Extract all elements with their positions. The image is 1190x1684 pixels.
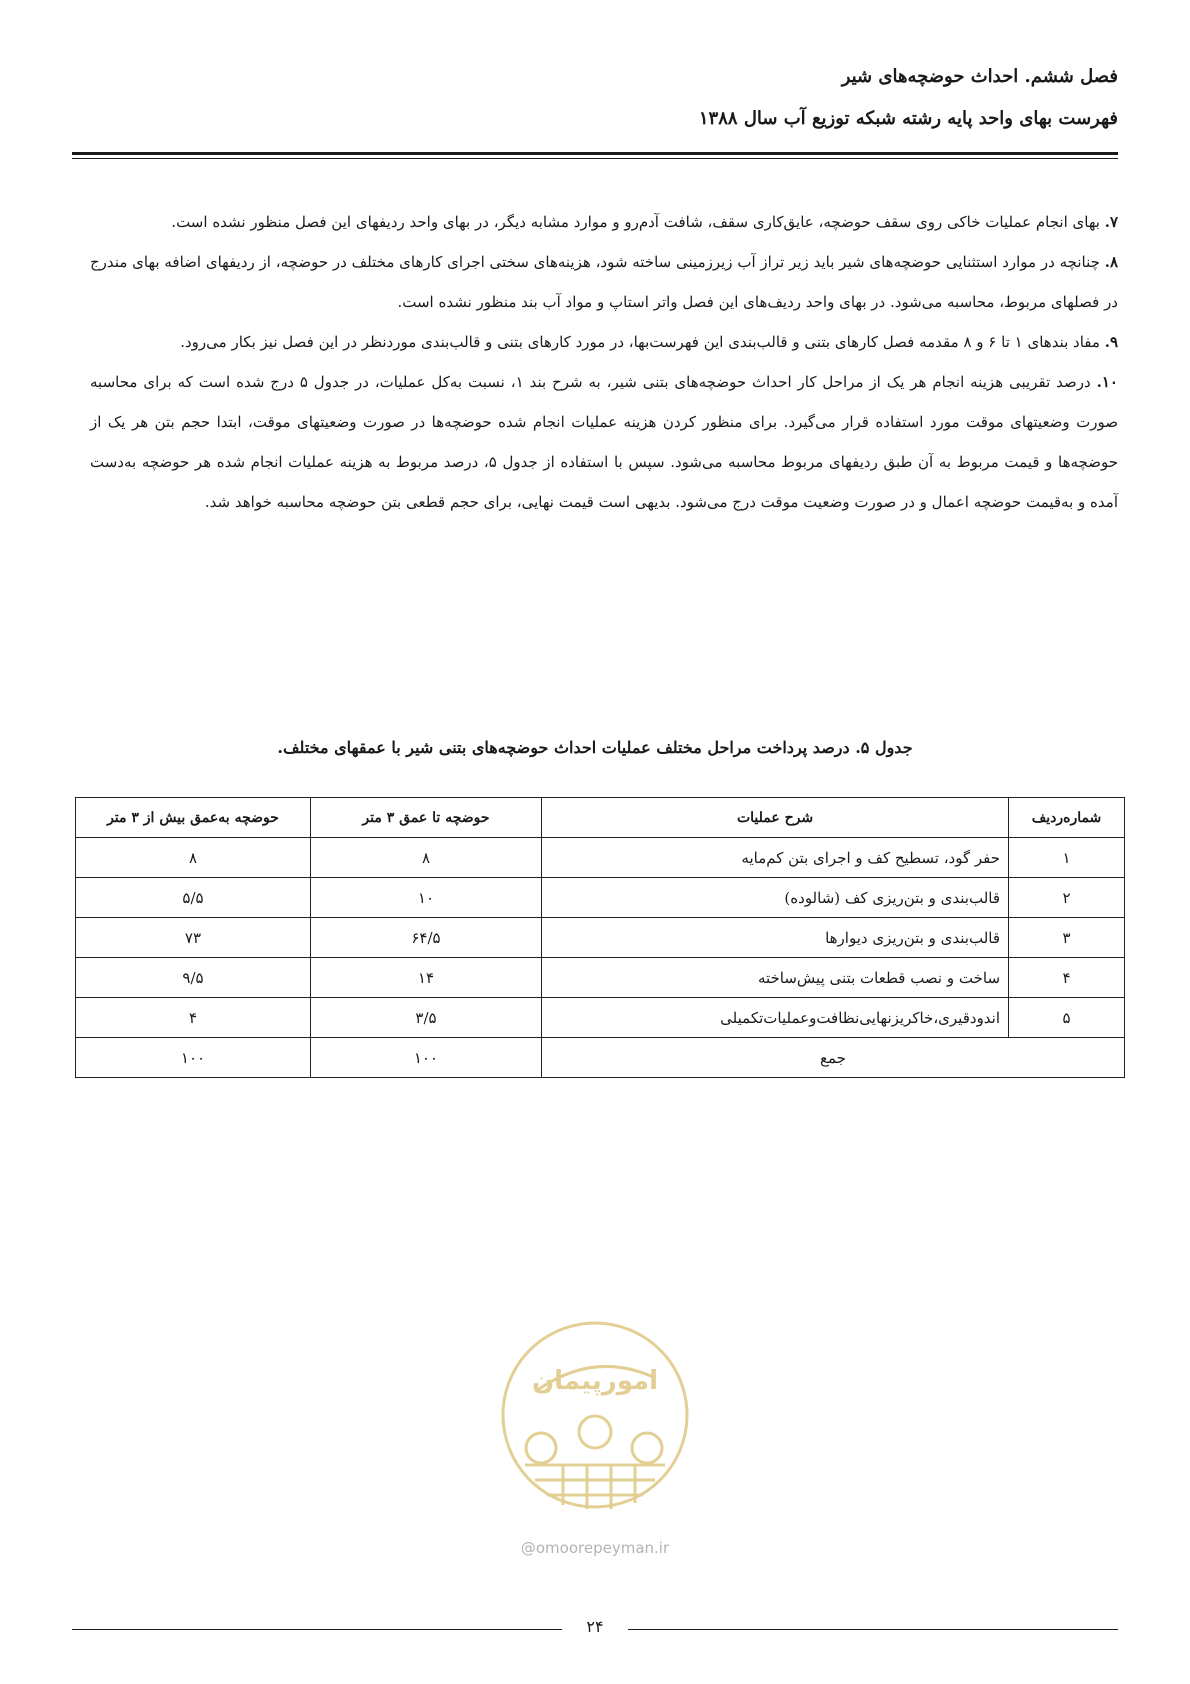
- table-row: [76, 838, 1125, 878]
- footer-rule-left: [72, 1629, 562, 1630]
- page-number: ۲۴: [586, 1617, 604, 1636]
- paragraph-number: ۹.: [1104, 333, 1118, 351]
- total-label-cell: جمع: [542, 1038, 1125, 1078]
- description-cell: ساخت و نصب قطعات بتنی پیش‌ساخته: [542, 958, 1009, 998]
- total-depth-upto-3m-cell: ۱۰۰: [310, 1038, 541, 1078]
- description-cell: حفر گود، تسطیح کف و اجرای بتن کم‌مایه: [542, 838, 1009, 878]
- footer-rule-right: [628, 1629, 1118, 1630]
- row-number-cell: ۵: [1009, 998, 1125, 1038]
- depth-upto-3m-cell: ۸: [310, 838, 541, 878]
- paragraph-text: چنانچه در موارد استثنایی حوضچه‌های شیر باید زیر تراز آب زیرزمینی ساخته شود، هزینه‌های سختی اجرای کارهای مختلف در حوضچه، از ردیفهای اضافه بهای مندرج در فصلهای مربوط، محاسبه می‌شود. در بهای واحد ردیف‌های این فصل واتر استاپ و مواد آب بند منظور نشده است.: [90, 253, 1118, 311]
- depth-upto-3m-cell: ۱۰: [310, 878, 541, 918]
- description-cell: اندودقیری،خاکریزنهایی‌نظافت‌وعملیات‌تکمیلی: [542, 998, 1009, 1038]
- header-rule-thick: [72, 152, 1118, 155]
- header-depth-upto-3m: حوضچه تا عمق ۳ متر: [310, 798, 541, 838]
- header-depth-over-3m: حوضچه به‌عمق بیش از ۳ متر: [76, 798, 311, 838]
- paragraph-9: [90, 322, 1118, 362]
- omoorepeyman-logo-icon: [495, 1315, 695, 1575]
- paragraph-7: [90, 202, 1118, 242]
- document-subtitle: فهرست بهای واحد پایه رشته شبکه توزیع آب سال ۱۳۸۸: [698, 108, 1118, 129]
- paragraph-number: ۷.: [1104, 213, 1118, 231]
- header-description: شرح عملیات: [542, 798, 1009, 838]
- paragraph-10: [90, 362, 1118, 522]
- row-number-cell: ۴: [1009, 958, 1125, 998]
- paragraph-text: بهای انجام عملیات خاکی روی سقف حوضچه، عایق‌کاری سقف، شافت آدم‌رو و موارد مشابه دیگر، در بهای واحد ردیفهای این فصل منظور نشده است.: [171, 213, 1100, 231]
- depth-over-3m-cell: ۸: [76, 838, 311, 878]
- page-header: [72, 56, 1118, 140]
- depth-upto-3m-cell: ۳/۵: [310, 998, 541, 1038]
- depth-upto-3m-cell: ۶۴/۵: [310, 918, 541, 958]
- depth-over-3m-cell: ۵/۵: [76, 878, 311, 918]
- table-row: [76, 958, 1125, 998]
- row-number-cell: ۲: [1009, 878, 1125, 918]
- paragraph-number: ۱۰.: [1096, 373, 1118, 391]
- row-number-cell: ۱: [1009, 838, 1125, 878]
- logo-website: @omoorepeyman.ir: [520, 1539, 670, 1557]
- depth-over-3m-cell: ۹/۵: [76, 958, 311, 998]
- row-number-cell: ۳: [1009, 918, 1125, 958]
- paragraph-8: [90, 242, 1118, 322]
- table-caption: جدول ۵. درصد پرداخت مراحل مختلف عملیات احداث حوضچه‌های بتنی شیر با عمقهای مختلف.: [277, 738, 913, 757]
- paragraph-text: مفاد بندهای ۱ تا ۶ و ۸ مقدمه فصل کارهای بتنی و قالب‌بندی این فهرست‌بها، در مورد کارهای بتنی و قالب‌بندی موردنظر در این فصل نیز بکار می‌رود.: [180, 333, 1100, 351]
- logo-title: امورپیمان: [531, 1366, 659, 1396]
- header-rule-thin: [72, 158, 1118, 159]
- total-depth-over-3m-cell: ۱۰۰: [76, 1038, 311, 1078]
- header-row-number: شماره‌ردیف: [1009, 798, 1125, 838]
- chapter-title: فصل ششم. احداث حوضچه‌های شیر: [841, 66, 1118, 87]
- depth-upto-3m-cell: ۱۴: [310, 958, 541, 998]
- paragraph-text: درصد تقریبی هزینه انجام هر یک از مراحل کار احداث حوضچه‌های بتنی شیر، به شرح بند ۱، نسبت به‌کل عملیات، در جدول ۵ درج شده است که برای محاسبه صورت وضعیتهای موقت مورد استفاده قرار می‌گیرد. برای منظور کردن هزینه عملیات انجام شده حوضچه‌ها در صورت وضعیتهای موقت، ابتدا حجم بتن هر یک از حوضچه‌ها و قیمت مربوط به آن طبق ردیفهای مربوط محاسبه می‌شود. سپس با استفاده از جدول ۵، درصد مربوط به هزینه عملیات انجام شده هر حوضچه به‌دست آمده و به‌قیمت حوضچه اعمال و در صورت وضعیت موقت درج می‌شود. بدیهی است قیمت نهایی، برای حجم قطعی بتن حوضچه محاسبه خواهد شد.: [90, 373, 1118, 511]
- description-cell: قالب‌بندی و بتن‌ریزی کف (شالوده): [542, 878, 1009, 918]
- paragraph-number: ۸.: [1104, 253, 1118, 271]
- payment-percentage-table: [75, 797, 1125, 1078]
- depth-over-3m-cell: ۴: [76, 998, 311, 1038]
- body-text: [90, 202, 1118, 522]
- depth-over-3m-cell: ۷۳: [76, 918, 311, 958]
- table-row: [76, 878, 1125, 918]
- table-row: [76, 918, 1125, 958]
- table-total-row: [76, 1038, 1125, 1078]
- table-header-row: [76, 798, 1125, 838]
- description-cell: قالب‌بندی و بتن‌ریزی دیوارها: [542, 918, 1009, 958]
- table-row: [76, 998, 1125, 1038]
